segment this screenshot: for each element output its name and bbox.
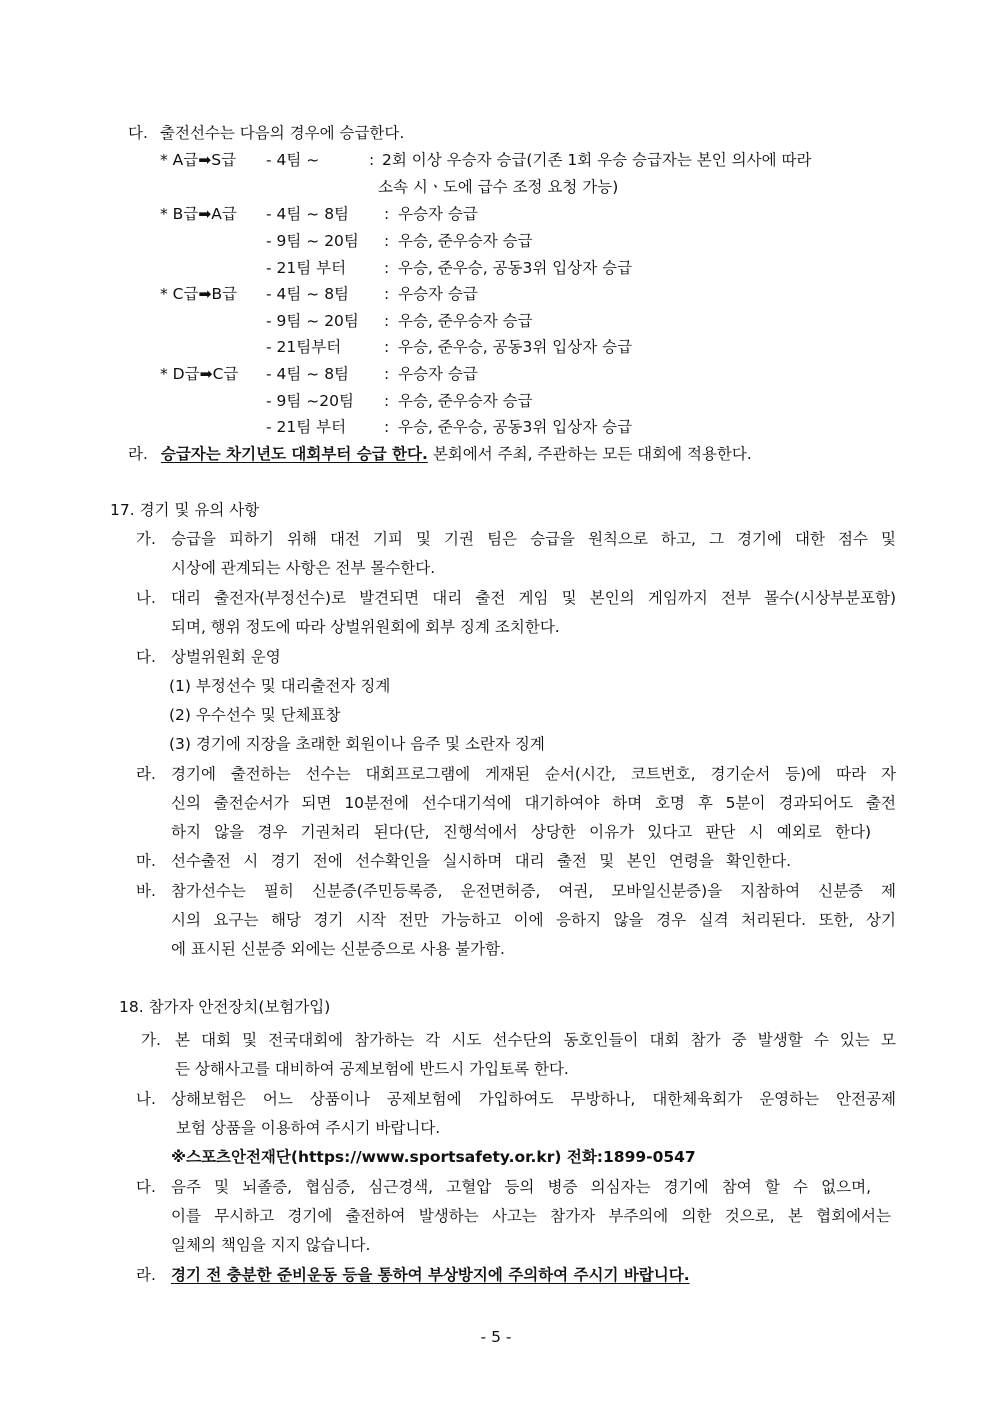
grade-label: * B급➡A급: [160, 205, 237, 223]
item-text: 본 대회 및 전국대회에 참가하는 각 시도 선수단의 동호인들이 대회 참가 중 발생할 수 있는 모: [175, 1031, 896, 1049]
team-range: - 4팀 ~ 8팀: [266, 365, 350, 383]
item-text-cont: 이를 무시하고 경기에 출전하여 발생하는 사고는 참가자 부주의에 의한 것으로, 본 협회에서는: [171, 1207, 891, 1225]
item-marker: 다.: [136, 648, 156, 666]
item-marker: 가.: [141, 1031, 161, 1049]
team-range: - 4팀 ~ 8팀: [266, 205, 350, 223]
colon: :: [384, 205, 390, 223]
emphasized-text: 경기 전 충분한 준비운동 등을 통하여 부상방지에 주의하여 주시기 바랍니다.: [171, 1266, 690, 1284]
colon: :: [384, 338, 390, 356]
result-text: 우승, 준우승, 공동3위 입상자 승급: [398, 338, 633, 356]
sub-item: (1) 부정선수 및 대리출전자 징계: [169, 677, 391, 695]
item-text-cont: 하지 않을 경우 기권처리 된다(단, 진행석에서 상당한 이유가 있다고 판단 시 예외로 한다): [171, 823, 871, 841]
grade-label: * C급➡B급: [160, 285, 238, 303]
item-text: 대리 출전자(부정선수)로 발견되면 대리 출전 게임 및 본인의 게임까지 전부 몰수(시상부분포함): [171, 589, 896, 607]
item-text: 상해보험은 어느 상품이나 공제보험에 가입하여도 무방하나, 대한체육회가 운영하는 안전공제: [171, 1090, 896, 1108]
item-marker: 바.: [136, 882, 156, 900]
result-text: 우승, 준우승, 공동3위 입상자 승급: [398, 259, 633, 277]
item-text-cont: 시상에 관계되는 사항은 전부 몰수한다.: [171, 559, 436, 577]
item-text: 승급을 피하기 위해 대전 기피 및 기권 팀은 승급을 원칙으로 하고, 그 경기에 대한 점수 및: [171, 530, 896, 548]
emphasized-text: 승급자는 차기년도 대회부터 승급 한다.: [160, 445, 428, 463]
item-text-cont: 되며, 행위 정도에 따라 상벌위원회에 회부 징계 조치한다.: [171, 618, 560, 636]
item-text-cont: 신의 출전순서가 되면 10분전에 선수대기석에 대기하여야 하며 호명 후 5분이 경과되어도 출전: [171, 794, 896, 812]
result-text: 우승자 승급: [398, 205, 478, 223]
section-18-heading: 18. 참가자 안전장치(보험가입): [119, 998, 331, 1016]
result-text: 우승자 승급: [398, 285, 478, 303]
colon: :: [384, 312, 390, 330]
grade-label: * D급➡C급: [160, 365, 239, 383]
item-marker: 라.: [136, 1266, 156, 1284]
result-text: 우승, 준우승자 승급: [398, 232, 533, 250]
colon: :: [384, 285, 390, 303]
result-text: 우승, 준우승자 승급: [398, 392, 533, 410]
item-marker: 다.: [136, 1178, 156, 1196]
item-marker: 라.: [128, 445, 148, 463]
team-range: - 21팀 부터: [266, 259, 347, 277]
item-text: 상벌위원회 운영: [171, 648, 281, 666]
result-text: 2회 이상 우승자 승급(기존 1회 우승 승급자는 본인 의사에 따라: [382, 151, 812, 169]
item-text-cont: 보험 상품을 이용하여 주시기 바랍니다.: [176, 1119, 441, 1137]
colon: :: [384, 232, 390, 250]
item-text-cont: 든 상해사고를 대비하여 공제보험에 반드시 가입토록 한다.: [175, 1060, 569, 1078]
item-text: 음주 및 뇌졸증, 협심증, 심근경색, 고혈압 등의 병증 의심자는 경기에 참여 할 수 없으며,: [171, 1178, 871, 1196]
item-marker: 마.: [136, 852, 156, 870]
item-text: 출전선수는 다음의 경우에 승급한다.: [160, 124, 405, 142]
colon: :: [384, 365, 390, 383]
result-text: 우승, 준우승자 승급: [398, 312, 533, 330]
team-range: - 4팀 ~: [266, 151, 320, 169]
safety-foundation-contact: ※스포츠안전재단(https://www.sportsafety.or.kr) 전화:1899-0547: [171, 1148, 696, 1166]
item-marker: 나.: [136, 589, 156, 607]
colon: :: [369, 151, 375, 169]
item-text-cont: 시의 요구는 해당 경기 시작 전만 가능하고 이에 응하지 않을 경우 실격 처리된다. 또한, 상기: [171, 911, 896, 929]
sub-item: (3) 경기에 지장을 초래한 회원이나 음주 및 소란자 징계: [169, 735, 545, 753]
section-17-heading: 17. 경기 및 유의 사항: [110, 501, 260, 519]
team-range: - 9팀 ~20팀: [266, 392, 354, 410]
item-marker: 다.: [128, 124, 148, 142]
item-marker: 나.: [136, 1090, 156, 1108]
item-text: 경기에 출전하는 선수는 대회프로그램에 게재된 순서(시간, 코트번호, 경기순서 등)에 따라 자: [171, 765, 896, 783]
team-range: - 9팀 ~ 20팀: [266, 232, 359, 250]
item-text-cont: 에 표시된 신분증 외에는 신분증으로 사용 불가함.: [171, 940, 505, 958]
result-text-cont: 소속 시ㆍ도에 급수 조정 요청 가능): [378, 178, 619, 196]
sub-item: (2) 우수선수 및 단체표창: [169, 706, 341, 724]
page-number: - 5 -: [480, 1328, 512, 1346]
item-text: 본회에서 주최, 주관하는 모든 대회에 적용한다.: [427, 445, 752, 463]
grade-label: * A급➡S급: [160, 151, 237, 169]
result-text: 우승, 준우승, 공동3위 입상자 승급: [398, 418, 633, 436]
item-marker: 라.: [136, 765, 156, 783]
colon: :: [384, 259, 390, 277]
team-range: - 21팀부터: [266, 338, 342, 356]
result-text: 우승자 승급: [398, 365, 478, 383]
item-text-cont: 일체의 책임을 지지 않습니다.: [171, 1236, 371, 1254]
team-range: - 21팀 부터: [266, 418, 347, 436]
item-marker: 가.: [136, 530, 156, 548]
team-range: - 4팀 ~ 8팀: [266, 285, 350, 303]
section-16-ra: [128, 443, 752, 465]
team-range: - 9팀 ~ 20팀: [266, 312, 359, 330]
item-text: 선수출전 시 경기 전에 선수확인을 실시하며 대리 출전 및 본인 연령을 확인한다.: [171, 852, 791, 870]
item-text: 참가선수는 필히 신분증(주민등록증, 운전면허증, 여권, 모바일신분증)을 지참하여 신분증 제: [171, 882, 896, 900]
colon: :: [384, 418, 390, 436]
colon: :: [384, 392, 390, 410]
